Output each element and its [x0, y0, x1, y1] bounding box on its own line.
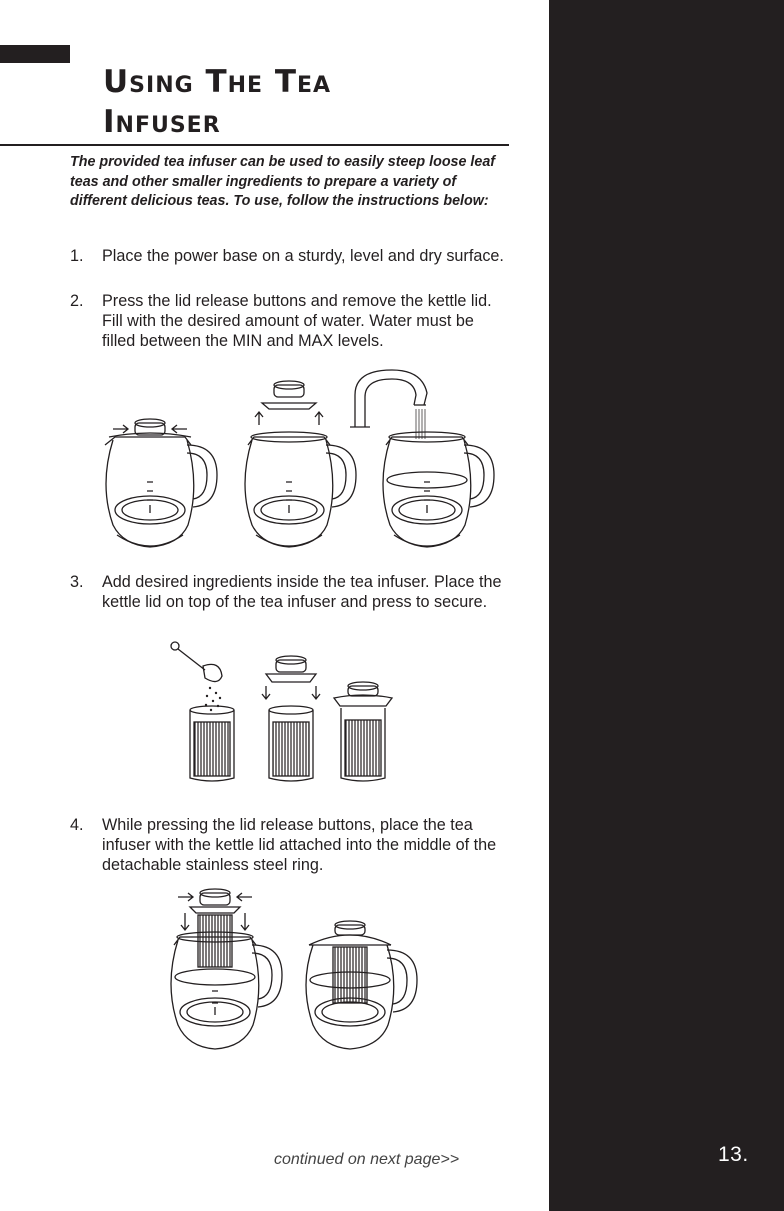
step-text: While pressing the lid release buttons, place the tea infuser with the kettle lid attached into the middle of the detachable stainless steel ring. — [102, 816, 497, 874]
infuser-inside-kettle-icon — [306, 921, 417, 1049]
page-number: 13. — [718, 1143, 749, 1166]
sidebar-panel — [549, 0, 784, 1211]
page-title — [103, 62, 331, 142]
step-2 — [70, 291, 510, 351]
kettle-filling-water-icon — [350, 370, 494, 547]
spoon-adding-tea-icon — [171, 642, 234, 781]
kettle-lid-removed-icon — [245, 381, 356, 547]
continued-note: continued on next page>> — [274, 1151, 460, 1168]
step-2-illustration — [95, 365, 505, 555]
step-3 — [70, 572, 510, 612]
page-title-line-1: Using The Tea — [103, 64, 332, 100]
intro-text: The provided tea infuser can be used to easily steep loose leaf teas and other smaller ingredients to prepare a variety of different delicious teas. To use, follow the instructions below: — [70, 154, 496, 209]
step-4-illustration — [160, 885, 430, 1055]
step-4 — [70, 815, 510, 875]
step-number: 3. — [70, 573, 84, 591]
step-text: Place the power base on a sturdy, level and dry surface. — [102, 247, 504, 265]
step-number: 1. — [70, 247, 84, 265]
infuser-lid-placing-icon — [262, 656, 320, 781]
infuser-lid-secured-icon — [334, 682, 392, 781]
section-tab-marker — [0, 45, 70, 63]
step-number: 2. — [70, 292, 84, 310]
step-text: Press the lid release buttons and remove the kettle lid. Fill with the desired amount of water. Water must be filled between the MIN and MAX levels. — [102, 292, 492, 350]
step-3-illustration — [170, 638, 400, 788]
infuser-inserting-kettle-icon — [171, 889, 282, 1049]
kettle-lid-release-icon — [105, 419, 217, 547]
step-text: Add desired ingredients inside the tea infuser. Place the kettle lid on top of the tea infuser and press to secure. — [102, 573, 502, 611]
step-1 — [70, 246, 510, 266]
page-title-line-2: Infuser — [103, 104, 221, 140]
title-divider — [0, 144, 509, 146]
step-number: 4. — [70, 816, 84, 834]
